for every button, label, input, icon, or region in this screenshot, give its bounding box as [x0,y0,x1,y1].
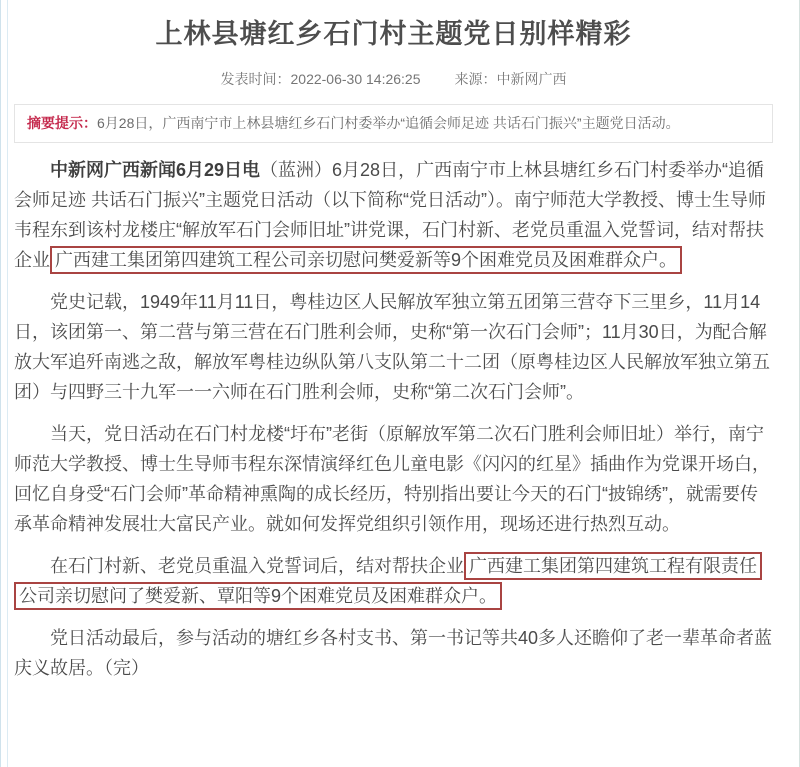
paragraph-text: 中新网广西新闻6月29日电 [50,160,261,180]
article-body [14,155,773,683]
paragraph-text: 当天，党日活动在石门村龙楼“圩布”老街（原解放军第二次石门胜利会师旧址）举行，南宁师范大学教授、博士生导师韦程东深情演绎红色儿童电影《闪闪的红星》插曲作为党课开场白，回忆自身受“石门会师”革命精神熏陶的成长经历，特别指出要让今天的石门“披锦绣”，就需要传承革命精神发展壮大富民产业。就如何发挥党组织引领作用，现场还进行热烈互动。 [14,424,770,534]
abstract-text: 6月28日，广西南宁市上林县塘红乡石门村委举办“追循会师足迹 共话石门振兴”主题党日活动。 [97,115,680,131]
paragraph-text: 党日活动最后，参与活动的塘红乡各村支书、第一书记等共40多人还瞻仰了老一辈革命者蓝庆义故居。（完） [14,628,773,678]
article-paragraph [14,623,773,683]
abstract-label: 摘要提示： [27,115,97,131]
article-title: 上林县塘红乡石门村主题党日别样精彩 [155,19,632,49]
paragraph-text: （蓝洲）6月28日，广西南宁市上林县塘红乡石门村委举办“追循会师足迹 共话石门振兴”主题党日活动（以下简称“党日活动”）。南宁师范大学教授、博士生导师韦程东到该村龙楼庄“解放军石门会师旧址”讲党课，石门村新、老党员重温入党誓词，结对帮扶企业 [14,160,766,270]
article-paragraph [14,155,773,275]
source-label: 来源： [454,71,497,87]
publish-time-label: 发表时间： [220,71,291,87]
source-value: 中新网广西 [496,71,567,87]
article-paragraph [14,287,773,407]
paragraph-text: 在石门村新、老党员重温入党誓词后，结对帮扶企业 [50,556,464,576]
article-paragraph [14,419,773,539]
publish-time-value: 2022-06-30 14:26:25 [290,71,421,87]
abstract-box [14,104,773,143]
highlighted-text: 广西建工集团第四建筑工程公司亲切慰问樊爱新等9个困难党员及困难群众户。 [50,246,682,274]
article-paragraph [14,551,773,611]
page-left-accent-line [7,0,8,767]
highlighted-text: 广西建工集团第四建筑工程有限责任公司亲切慰问了樊爱新、覃阳等9个困难党员及困难群众户。 [14,552,762,610]
article-meta-row [14,69,773,89]
paragraph-text: 党史记载，1949年11月11日，粤桂边区人民解放军独立第五团第三营夺下三里乡，11月14日，该团第一、第二营与第三营在石门胜利会师，史称“第一次石门会师”；11月30日，为配合解放大军追歼南逃之敌，解放军粤桂边纵队第八支队第二十二团（原粤桂边区人民解放军独立第五团）与四野三十九军一一六师在石门胜利会师，史称“第二次石门会师”。 [14,292,770,402]
